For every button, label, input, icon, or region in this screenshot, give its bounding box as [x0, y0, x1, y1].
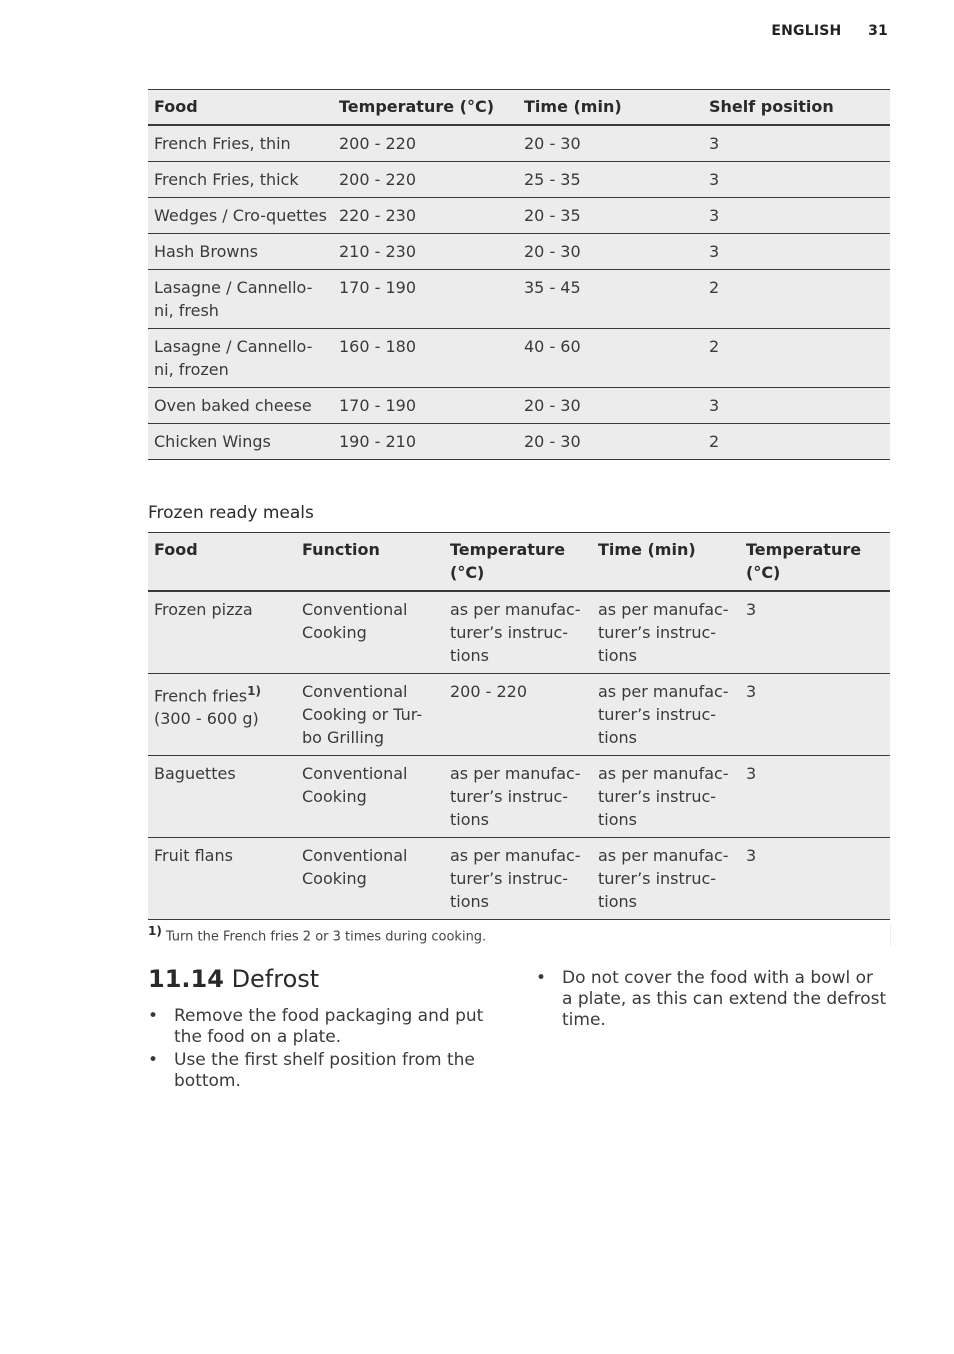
table-caption: Frozen ready meals	[148, 503, 314, 523]
table-row	[148, 756, 890, 838]
table-cell: 200 - 220	[333, 162, 518, 198]
column-header: Time (min)	[592, 533, 740, 592]
table-cell: 2	[703, 424, 890, 460]
table-header-row	[148, 90, 890, 126]
food-weight: (300 - 600 g)	[154, 709, 259, 729]
table-cell: 25 - 35	[518, 162, 703, 198]
defrost-instructions-right	[536, 968, 888, 1033]
table-row	[148, 674, 890, 756]
table-cell: 20 - 30	[518, 388, 703, 424]
table-row	[148, 270, 890, 329]
table-cell: as per manufac-turer’s instruc-tions	[444, 756, 592, 838]
table-cell: Hash Browns	[148, 234, 333, 270]
table-row	[148, 388, 890, 424]
table-cell: Wedges / Cro-quettes	[148, 198, 333, 234]
column-header: Shelf position	[703, 90, 890, 126]
column-header: Time (min)	[518, 90, 703, 126]
column-header: Function	[296, 533, 444, 592]
cooking-table	[148, 89, 890, 460]
table-cell: 210 - 230	[333, 234, 518, 270]
table-cell: 3	[703, 234, 890, 270]
table-cell: 200 - 220	[444, 674, 592, 756]
list-item: • Do not cover the food with a bowl or a plate, as this can extend the defrost time.	[536, 968, 888, 1031]
footnote-text: Turn the French fries 2 or 3 times during cooking.	[165, 929, 487, 945]
table-row	[148, 838, 890, 920]
table-cell: as per manufac-turer’s instruc-tions	[444, 591, 592, 674]
table-cell: 190 - 210	[333, 424, 518, 460]
column-header: Temperature (°C)	[740, 533, 890, 592]
table-cell: Frozen pizza	[148, 591, 296, 674]
footnote-marker: 1)	[148, 924, 162, 938]
table-row	[148, 125, 890, 162]
table-row	[148, 424, 890, 460]
table-cell: Baguettes	[148, 756, 296, 838]
table-cell: as per manufac-turer’s instruc-tions	[592, 756, 740, 838]
language-label: ENGLISH	[771, 23, 842, 39]
table-cell: Chicken Wings	[148, 424, 333, 460]
table-cell: Oven baked cheese	[148, 388, 333, 424]
list-item: • Remove the food packaging and put the food on a plate.	[148, 1006, 498, 1048]
table-cell: 3	[703, 162, 890, 198]
food-name: French fries	[154, 686, 248, 706]
table-cell: 3	[703, 198, 890, 234]
table-row	[148, 234, 890, 270]
table-cell: 35 - 45	[518, 270, 703, 329]
table-cell: 3	[740, 591, 890, 674]
column-header: Temperature (°C)	[444, 533, 592, 592]
table-cell	[148, 674, 296, 756]
table-cell: 2	[703, 329, 890, 388]
section-number: 11.14	[148, 965, 224, 993]
table-footnote	[148, 924, 891, 946]
table-cell: 3	[740, 756, 890, 838]
table-cell: French Fries, thin	[148, 125, 333, 162]
table-cell: 3	[740, 674, 890, 756]
column-header: Food	[148, 90, 333, 126]
table-cell: French Fries, thick	[148, 162, 333, 198]
table-cell: 20 - 30	[518, 125, 703, 162]
table-cell: as per manufac-turer’s instruc-tions	[444, 838, 592, 920]
table-cell: Lasagne / Cannello-ni, frozen	[148, 329, 333, 388]
table-cell: 3	[703, 388, 890, 424]
table-cell: 200 - 220	[333, 125, 518, 162]
table-row	[148, 591, 890, 674]
defrost-instructions-left	[148, 1006, 498, 1094]
table-cell: as per manufac-turer’s instruc-tions	[592, 838, 740, 920]
table-cell: as per manufac-turer’s instruc-tions	[592, 674, 740, 756]
page-number: 31	[868, 23, 888, 39]
table-cell: 3	[740, 838, 890, 920]
table-cell: 220 - 230	[333, 198, 518, 234]
column-header: Food	[148, 533, 296, 592]
list-item: • Use the first shelf position from the bottom.	[148, 1050, 498, 1092]
table-cell: 170 - 190	[333, 388, 518, 424]
table-cell: 3	[703, 125, 890, 162]
frozen-meals-table	[148, 532, 890, 920]
table-cell: Fruit flans	[148, 838, 296, 920]
table-cell: 20 - 35	[518, 198, 703, 234]
column-header: Temperature (°C)	[333, 90, 518, 126]
table-header-row	[148, 533, 890, 592]
table-cell: Conventional Cooking	[296, 591, 444, 674]
page-header	[771, 23, 888, 39]
table-cell: as per manufac-turer’s instruc-tions	[592, 591, 740, 674]
section-title	[148, 965, 319, 993]
table-cell: 40 - 60	[518, 329, 703, 388]
table-cell: Conventional Cooking	[296, 838, 444, 920]
table-cell: 20 - 30	[518, 234, 703, 270]
table-row	[148, 162, 890, 198]
table-cell: 2	[703, 270, 890, 329]
table-cell: 170 - 190	[333, 270, 518, 329]
section-name: Defrost	[231, 965, 320, 993]
table-cell: Conventional Cooking	[296, 756, 444, 838]
table-cell: Lasagne / Cannello-ni, fresh	[148, 270, 333, 329]
table-cell: 20 - 30	[518, 424, 703, 460]
footnote-marker: 1)	[247, 684, 261, 698]
table-row	[148, 329, 890, 388]
table-cell: 160 - 180	[333, 329, 518, 388]
table-row	[148, 198, 890, 234]
table-cell: Conventional Cooking or Tur-bo Grilling	[296, 674, 444, 756]
